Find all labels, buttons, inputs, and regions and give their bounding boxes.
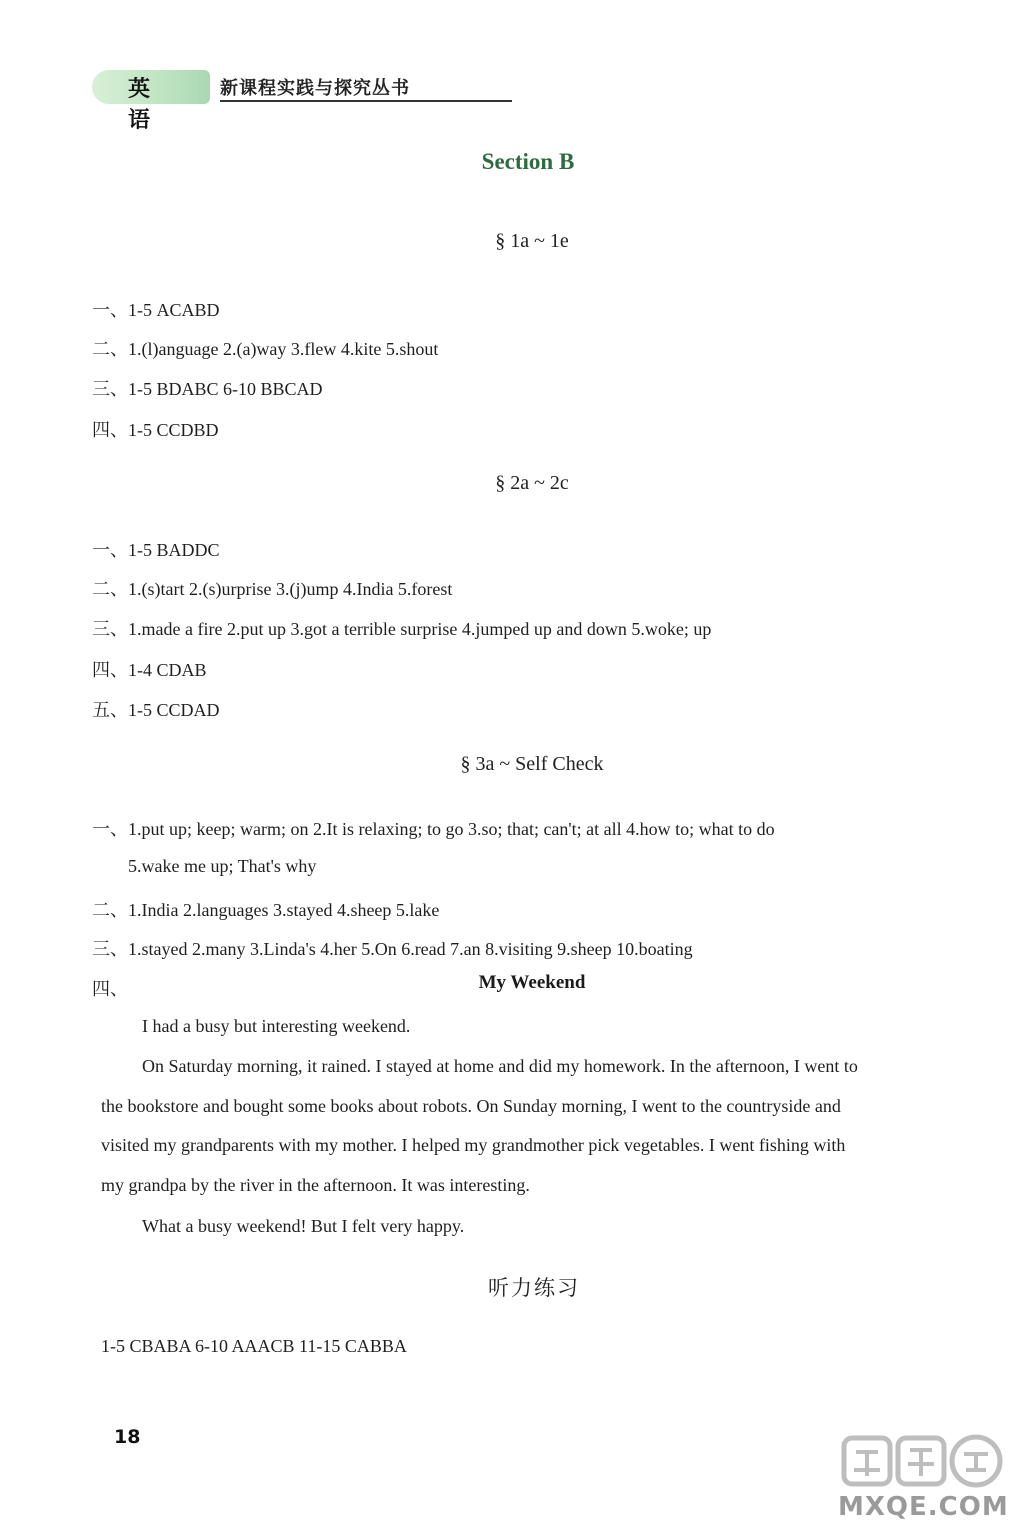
answer-line: 三、1.stayed 2.many 3.Linda's 4.her 5.On 6.read 7.an 8.visiting 9.sheep 10.boating: [92, 939, 693, 959]
answer-line: 5.wake me up; That's why: [128, 856, 317, 876]
answer-line: 二、1.(s)tart 2.(s)urprise 3.(j)ump 4.India 5.forest: [92, 579, 453, 599]
answer-line: 一、1-5 BADDC: [92, 540, 220, 560]
part3-heading: § 3a ~ Self Check: [460, 753, 604, 775]
listening-answers: 1-5 CBABA 6-10 AAACB 11-15 CABBA: [101, 1336, 407, 1356]
essay-line: my grandpa by the river in the afternoon. It was interesting.: [101, 1175, 530, 1195]
listening-heading: 听力练习: [488, 1276, 580, 1300]
subject-label: 英语: [128, 77, 153, 133]
answer-line: 五、1-5 CCDAD: [92, 700, 220, 720]
essay-line: visited my grandparents with my mother. I helped my grandmother pick vegetables. I went fishing with: [101, 1135, 846, 1155]
section-title: Section B: [481, 149, 575, 174]
page-number: 18: [114, 1426, 141, 1448]
answer-line: 四、: [92, 979, 128, 999]
essay-line: What a busy weekend! But I felt very happy.: [142, 1216, 465, 1236]
answer-line: 四、1-5 CCDBD: [92, 420, 219, 440]
part1-heading: § 1a ~ 1e: [495, 230, 569, 252]
essay-title: My Weekend: [478, 972, 586, 993]
watermark-url: MXQE.COM: [838, 1492, 1009, 1522]
answer-line: 四、1-4 CDAB: [92, 660, 207, 680]
answer-line: 一、1-5 ACABD: [92, 300, 220, 320]
header-underline: [220, 100, 512, 102]
answer-line: 一、1.put up; keep; warm; on 2.It is relaxing; to go 3.so; that; can't; at all 4.how to; what to do: [92, 819, 775, 839]
answer-line: 三、1.made a fire 2.put up 3.got a terrible surprise 4.jumped up and down 5.woke; up: [92, 619, 712, 639]
answer-line: 三、1-5 BDABC 6-10 BBCAD: [92, 379, 323, 399]
answer-line: 二、1.(l)anguage 2.(a)way 3.flew 4.kite 5.shout: [92, 339, 439, 359]
answer-line: 二、1.India 2.languages 3.stayed 4.sheep 5.lake: [92, 900, 440, 920]
essay-line: the bookstore and bought some books about robots. On Sunday morning, I went to the countryside and: [101, 1096, 841, 1116]
essay-line: I had a busy but interesting weekend.: [142, 1016, 411, 1036]
series-title: 新课程实践与探究丛书: [220, 78, 410, 99]
part2-heading: § 2a ~ 2c: [495, 472, 569, 494]
essay-line: On Saturday morning, it rained. I stayed at home and did my homework. In the afternoon, I went to: [142, 1056, 858, 1076]
